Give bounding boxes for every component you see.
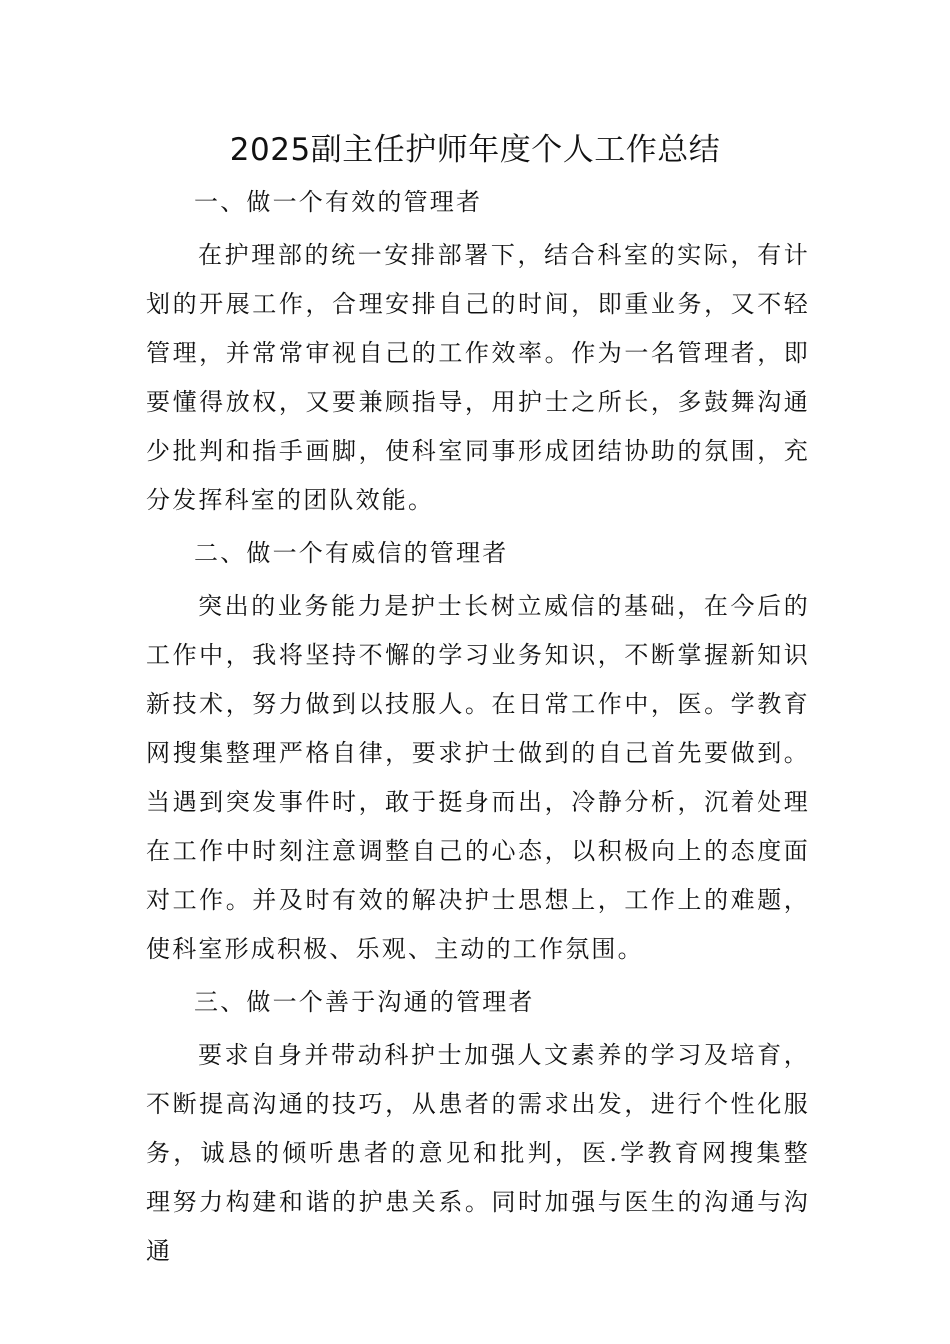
section-heading-1: 一、做一个有效的管理者 [194, 188, 483, 216]
section-paragraph-3: 要求自身并带动科护士加强人文素养的学习及培育，不断提高沟通的技巧，从患者的需求出发，进行个性化服务，诚恳的倾听患者的意见和批判，医.学教育网搜集整理努力构建和谐的护患关系。同时加强与医生的沟通与沟通 [146, 1041, 810, 1265]
section-paragraph-1: 在护理部的统一安排部署下，结合科室的实际，有计划的开展工作，合理安排自己的时间，即重业务，又不轻管理，并常常审视自己的工作效率。作为一名管理者，即要懂得放权，又要兼顾指导，用护士之所长，多鼓舞沟通少批判和指手画脚，使科室同事形成团结协助的氛围，充分发挥科室的团队效能。 [146, 241, 810, 514]
document-title: 2025副主任护师年度个人工作总结 [229, 132, 721, 168]
document-body [146, 178, 810, 1280]
section-heading-2: 二、做一个有威信的管理者 [194, 539, 509, 567]
section-heading-3: 三、做一个善于沟通的管理者 [194, 988, 535, 1016]
section-paragraph-2: 突出的业务能力是护士长树立威信的基础，在今后的工作中，我将坚持不懈的学习业务知识，不断掌握新知识新技术，努力做到以技服人。在日常工作中，医。学教育网搜集整理严格自律，要求护士做到的自己首先要做到。当遇到突发事件时，敢于挺身而出，冷静分析，沉着处理在工作中时刻注意调整自己的心态，以积极向上的态度面对工作。并及时有效的解决护士思想上，工作上的难题，使科室形成积极、乐观、主动的工作氛围。 [146, 592, 810, 963]
